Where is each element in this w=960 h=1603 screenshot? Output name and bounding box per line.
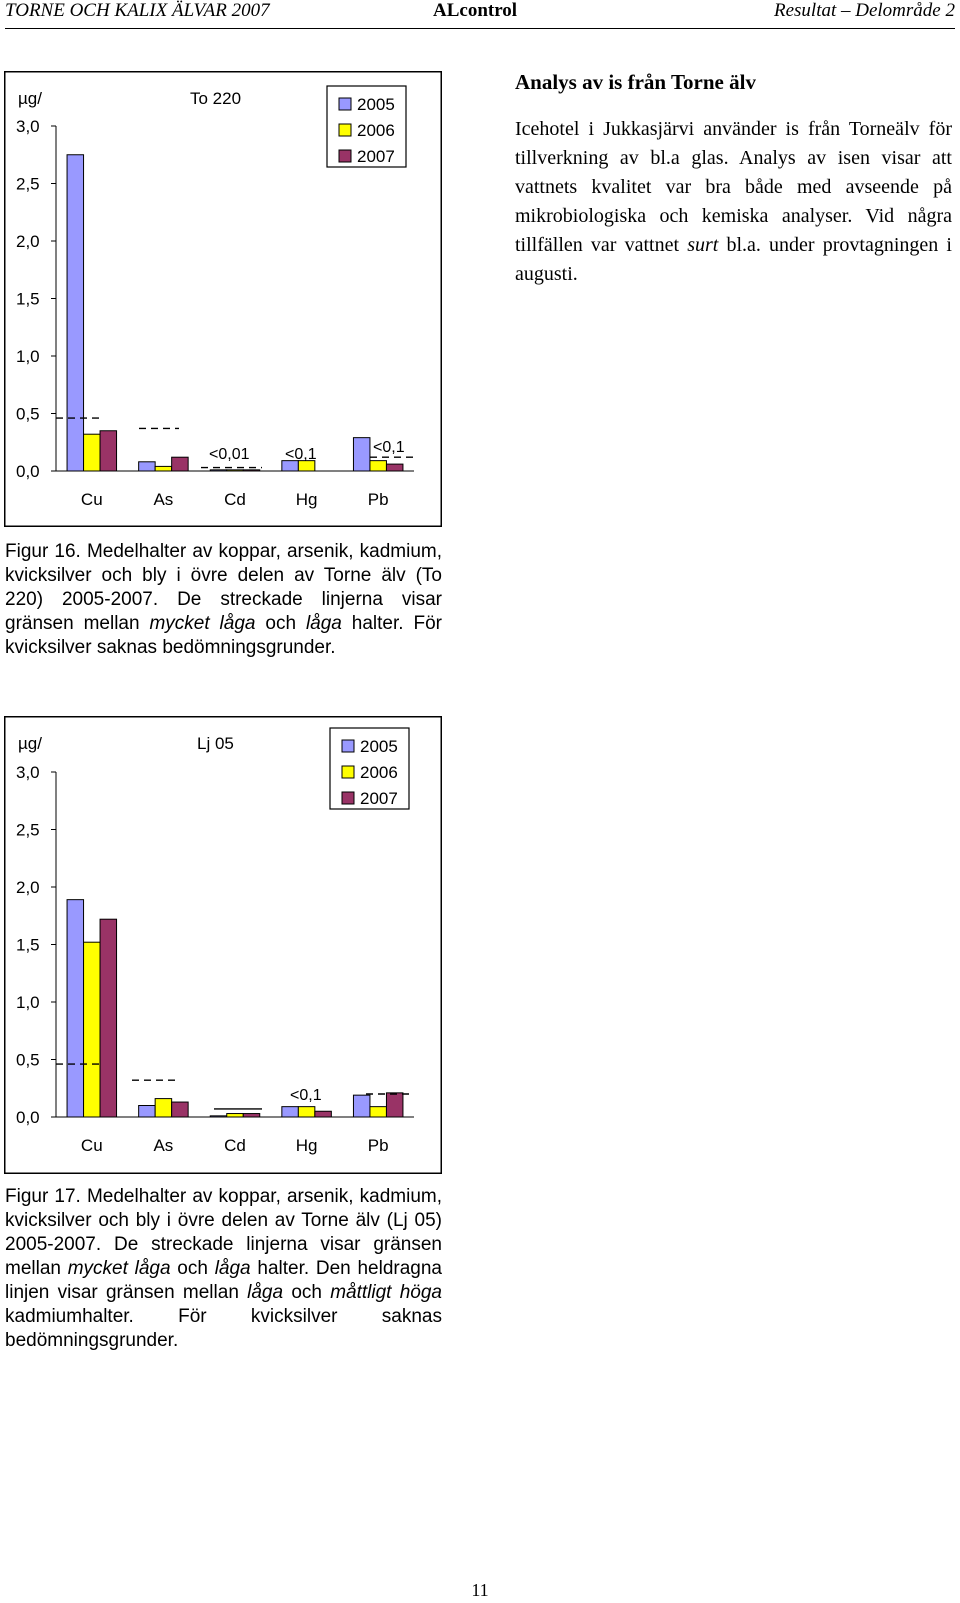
data-annotation: <0,01 (209, 446, 250, 463)
figure-17-caption (5, 1185, 442, 1353)
text-run: Figur 16. Medelhalter av koppar, arsenik, kadmium, kvicksilver och bly i övre delen av Torne älv (To 220) 2005-2007. De streckade linjerna visar gränsen mellan (5, 541, 442, 634)
legend-label-2007: 2007 (357, 147, 395, 166)
header-center: ALcontrol (433, 0, 518, 21)
legend-label-2005: 2005 (357, 95, 395, 114)
y-tick-label: 2,5 (16, 174, 40, 194)
text-run: Icehotel i Jukkasjärvi använder is från Torneälv för tillverkning av bl.a glas. Analys av isen visar att vattnets kvalitet var bra både med avseende på mikrobiologiska och kemiska analyser. Vid några tillfällen var vattnet (515, 118, 952, 256)
emphasis-text: låga (247, 1282, 284, 1303)
legend-label-2006: 2006 (360, 763, 398, 782)
x-tick-label: Pb (367, 490, 389, 509)
y-tick-label: 0,5 (16, 1050, 40, 1070)
legend-swatch-2007 (342, 792, 354, 804)
emphasis-text: måttligt höga (330, 1282, 442, 1303)
text-run: och (170, 1258, 215, 1279)
bar-Pb-2007 (386, 464, 403, 471)
page-number: 11 (471, 1580, 489, 1600)
y-tick-label: 1,5 (16, 935, 40, 955)
bar-Cu-2007 (100, 919, 117, 1117)
y-axis-unit-label: µg/ (18, 89, 42, 108)
bar-Hg-2005 (282, 1107, 299, 1117)
data-annotation: <0,1 (373, 439, 405, 456)
header-right: Resultat – Delområde 2 (773, 0, 955, 21)
bar-Cu-2007 (100, 431, 117, 471)
legend-swatch-2005 (339, 98, 351, 110)
bar-As-2005 (139, 1106, 156, 1118)
page-header (5, 0, 955, 29)
x-tick-label: Cd (224, 490, 246, 509)
article-body (515, 115, 952, 289)
article-heading: Analys av is från Torne älv (515, 70, 756, 94)
emphasis-text: mycket låga (67, 1258, 171, 1279)
emphasis-text: låga (214, 1258, 251, 1279)
bar-As-2007 (172, 1102, 189, 1117)
emphasis-text: mycket låga (149, 613, 256, 634)
y-axis-unit-label: µg/ (18, 734, 42, 753)
emphasis-text: låga (305, 613, 342, 634)
bar-Pb-2006 (370, 461, 387, 471)
legend-label-2005: 2005 (360, 737, 398, 756)
y-tick-label: 2,5 (16, 820, 40, 840)
bar-As-2005 (139, 462, 156, 471)
x-tick-label: As (153, 490, 174, 509)
bar-Cu-2005 (67, 155, 84, 471)
bar-Cd-2006 (227, 1114, 244, 1117)
bar-Cd-2007 (243, 1114, 260, 1117)
legend-label-2006: 2006 (357, 121, 395, 140)
bar-As-2006 (155, 466, 172, 471)
text-run: halter. Den heldragna linjen visar gränsen mellan (5, 1258, 442, 1303)
x-tick-label: Hg (295, 1136, 318, 1155)
y-tick-label: 0,0 (16, 462, 40, 481)
chart-title: To 220 (190, 89, 242, 108)
chart-to220 (4, 71, 442, 527)
y-tick-label: 2,0 (16, 878, 40, 897)
bar-Cd-2005 (210, 1116, 227, 1117)
y-tick-label: 1,0 (16, 993, 40, 1012)
x-tick-label: Hg (295, 490, 318, 509)
legend-swatch-2006 (339, 124, 351, 136)
bar-As-2006 (155, 1099, 172, 1117)
figure-16-caption (5, 540, 442, 660)
bar-Pb-2005 (353, 438, 370, 471)
bar-Cu-2006 (84, 434, 101, 471)
bar-Pb-2005 (353, 1095, 370, 1117)
data-annotation: <0,1 (285, 446, 317, 463)
y-tick-label: 2,0 (16, 232, 40, 251)
text-run: halter. För kvicksilver saknas bedömningsgrunder. (5, 613, 442, 658)
emphasis-text: surt (687, 234, 719, 256)
article-section (515, 70, 952, 289)
text-run: bl.a. under provtagningen i augusti. (515, 234, 952, 285)
text-run: och (283, 1282, 331, 1303)
y-tick-label: 1,5 (16, 289, 40, 309)
bar-Pb-2007 (386, 1093, 403, 1117)
bar-Hg-2006 (298, 1107, 315, 1117)
data-annotation: <0,1 (290, 1087, 322, 1104)
text-run: och (255, 613, 306, 634)
y-tick-label: 3,0 (16, 117, 40, 136)
y-tick-label: 3,0 (16, 763, 40, 782)
text-run: Figur 17. Medelhalter av koppar, arsenik, kadmium, kvicksilver och bly i övre delen av Torne älv (Lj 05) 2005-2007. De streckade linjerna visar gränsen mellan (5, 1186, 442, 1279)
bar-Cd-2005 (210, 470, 227, 471)
legend-swatch-2005 (342, 740, 354, 752)
x-tick-label: Cu (80, 1136, 103, 1155)
legend-swatch-2007 (339, 150, 351, 162)
text-run: kadmiumhalter. För kvicksilver saknas bedömningsgrunder. (5, 1306, 442, 1351)
x-tick-label: Pb (367, 1136, 389, 1155)
legend-swatch-2006 (342, 766, 354, 778)
header-left: TORNE OCH KALIX ÄLVAR 2007 (5, 0, 270, 21)
bar-Cu-2005 (67, 900, 84, 1117)
bar-Hg-2007 (315, 1111, 332, 1117)
bar-Pb-2006 (370, 1107, 387, 1117)
bar-Cd-2007 (243, 470, 260, 471)
x-tick-label: Cd (224, 1136, 246, 1155)
y-tick-label: 0,0 (16, 1108, 40, 1127)
bar-Cu-2006 (84, 942, 101, 1117)
chart-lj05 (4, 716, 442, 1174)
y-tick-label: 0,5 (16, 404, 40, 424)
bar-Cd-2006 (227, 470, 244, 471)
x-tick-label: Cu (80, 490, 103, 509)
x-tick-label: As (153, 1136, 174, 1155)
legend-label-2007: 2007 (360, 789, 398, 808)
bar-As-2007 (172, 457, 189, 471)
chart-title: Lj 05 (197, 734, 234, 753)
y-tick-label: 1,0 (16, 347, 40, 366)
